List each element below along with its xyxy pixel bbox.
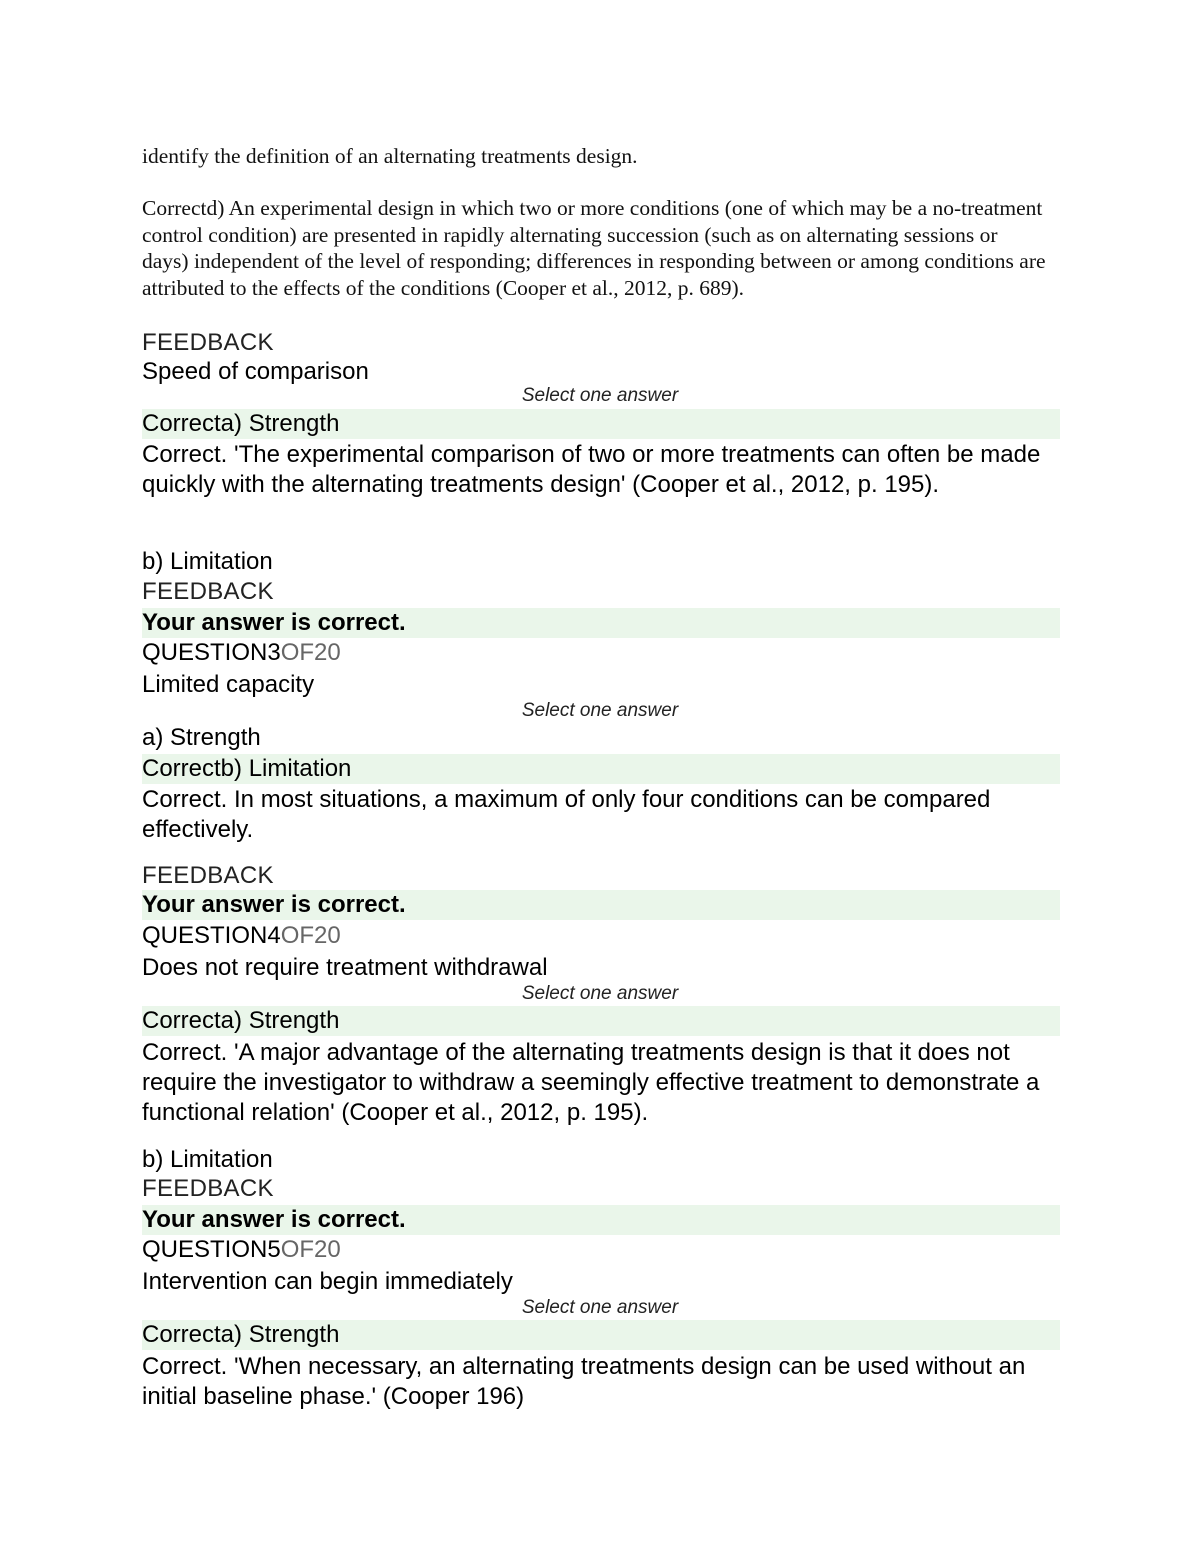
select-instruction: Select one answer [521, 385, 679, 406]
question-statement: Limited capacity [142, 671, 315, 698]
answer-option-a-selected[interactable]: Correcta) Strength [142, 1006, 1060, 1036]
answer-option-a-selected[interactable]: Correcta) Strength [142, 1320, 1060, 1350]
question-label: QUESTION3 [142, 639, 281, 666]
select-instruction: Select one answer [521, 1297, 679, 1318]
question-label: QUESTION5 [142, 1236, 281, 1263]
answer-option-a[interactable]: a) Strength [142, 724, 261, 751]
select-instruction: Select one answer [521, 700, 679, 721]
question-total: OF20 [280, 639, 341, 666]
feedback-label: FEEDBACK [142, 329, 274, 356]
question-label: QUESTION4 [142, 922, 281, 949]
answer-option-b-selected[interactable]: Correctb) Limitation [142, 754, 1060, 784]
question-number [142, 1235, 1060, 1265]
feedback-label: FEEDBACK [142, 1175, 274, 1202]
result-message: Your answer is correct. [142, 608, 1060, 638]
answer-explanation: Correct. In most situations, a maximum of only four conditions can be compared effectively. [142, 786, 991, 843]
answer-option-b[interactable]: b) Limitation [142, 1146, 273, 1173]
question-number [142, 638, 1060, 668]
result-message: Your answer is correct. [142, 1205, 1060, 1235]
feedback-label: FEEDBACK [142, 862, 274, 889]
question-number [142, 921, 1060, 951]
answer-explanation: Correct. 'A major advantage of the alternating treatments design is that it does not require the investigator to withdraw a seemingly effective treatment to demonstrate a functional relation' (Cooper et al., 2012, p. 195). [142, 1039, 1040, 1126]
question-statement: Speed of comparison [142, 358, 369, 385]
question-total: OF20 [280, 1236, 341, 1263]
answer-option-b[interactable]: b) Limitation [142, 548, 273, 575]
question-prompt: identify the definition of an alternating treatments design. [142, 144, 638, 168]
question-total: OF20 [280, 922, 341, 949]
result-message: Your answer is correct. [142, 890, 1060, 920]
feedback-label: FEEDBACK [142, 578, 274, 605]
select-instruction: Select one answer [521, 983, 679, 1004]
answer-explanation: Correct. 'The experimental comparison of two or more treatments can often be made quickly with the alternating treatments design' (Cooper et al., 2012, p. 195). [142, 441, 1041, 498]
question-statement: Intervention can begin immediately [142, 1268, 513, 1295]
correct-answer-text: Correctd) An experimental design in which two or more conditions (one of which may be a no-treatment control condition) are presented in rapidly alternating succession (such as on alternating sessions or days) independent of the level of responding; differences in responding between or among conditions are attributed to the effects of the conditions (Cooper et al., 2012, p. 689). [142, 196, 1046, 300]
answer-explanation: Correct. 'When necessary, an alternating treatments design can be used without an initial baseline phase.' (Cooper 196) [142, 1353, 1026, 1410]
answer-option-a-selected[interactable]: Correcta) Strength [142, 409, 1060, 439]
question-statement: Does not require treatment withdrawal [142, 954, 548, 981]
